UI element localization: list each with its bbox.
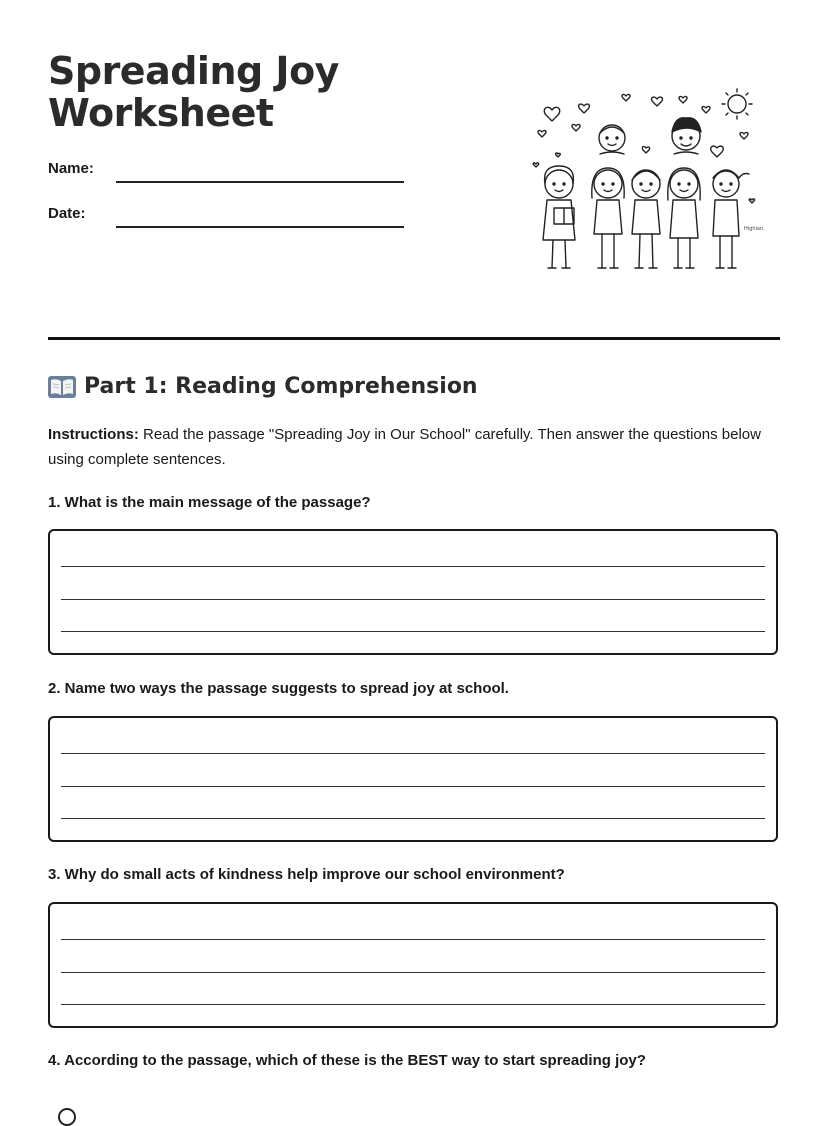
option-radio[interactable] <box>58 1108 76 1126</box>
child-4 <box>668 168 700 268</box>
sun-icon <box>722 89 752 119</box>
date-label: Date: <box>48 205 86 222</box>
title-line-2: Worksheet <box>48 91 274 135</box>
question-3: 3. Why do small acts of kindness help improve our school environment? <box>48 866 565 883</box>
illustration-signature: Highlan. <box>744 226 765 232</box>
answer-box-3[interactable] <box>48 902 778 1028</box>
child-back-right <box>672 118 701 154</box>
answer-line <box>61 939 765 940</box>
heart-icons <box>533 95 755 203</box>
question-1: 1. What is the main message of the passage? <box>48 494 371 511</box>
worksheet-title <box>48 50 339 134</box>
question-4: 4. According to the passage, which of these is the BEST way to start spreading joy? <box>48 1052 646 1069</box>
answer-line <box>61 599 765 600</box>
answer-line <box>61 631 765 632</box>
section-divider <box>48 337 780 340</box>
instructions <box>48 422 783 472</box>
part1-title: Part 1: Reading Comprehension <box>84 374 478 399</box>
answer-line <box>61 566 765 567</box>
child-1 <box>543 166 575 268</box>
instructions-text: Read the passage "Spreading Joy in Our School" carefully. Then answer the questions below using complete sentences. <box>48 426 761 468</box>
child-2 <box>592 168 624 268</box>
answer-line <box>61 753 765 754</box>
part1-heading <box>48 374 478 399</box>
open-book-icon <box>48 376 76 398</box>
name-label: Name: <box>48 160 94 177</box>
answer-line <box>61 1004 765 1005</box>
child-back-left <box>599 125 625 154</box>
answer-line <box>61 786 765 787</box>
answer-box-2[interactable] <box>48 716 778 842</box>
title-line-1: Spreading Joy <box>48 49 339 93</box>
answer-box-1[interactable] <box>48 529 778 655</box>
date-field[interactable] <box>116 226 404 228</box>
question-2: 2. Name two ways the passage suggests to spread joy at school. <box>48 680 509 697</box>
child-3 <box>632 170 660 268</box>
instructions-label: Instructions: <box>48 426 139 443</box>
child-5 <box>713 170 749 268</box>
answer-line <box>61 818 765 819</box>
children-illustration <box>526 88 766 276</box>
answer-line <box>61 972 765 973</box>
name-field[interactable] <box>116 181 404 183</box>
